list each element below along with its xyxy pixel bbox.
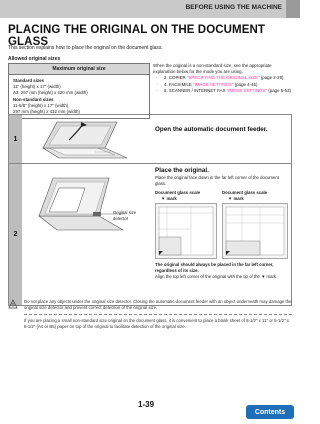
step-1-title: Open the automatic document feeder. xyxy=(155,126,268,133)
place-original-illustration xyxy=(35,176,133,236)
reference-hand-icon: ☞ xyxy=(156,81,160,87)
header-bar xyxy=(0,0,300,18)
scale-label-left: Document glass scale xyxy=(155,190,201,195)
ref-scanner: ☞ 5. SCANNER / INTERNET FAX "IMAGE SETTINGS" (page 5-53) xyxy=(156,87,291,93)
nonstandard-note-text: When the original is a non-standard size, see the appropriate explanation below for the mode you are using. xyxy=(153,63,272,75)
step-1 xyxy=(9,115,291,164)
caution-note-text: Do not place any objects under the original size detector. Closing the automatic document feeder with an object underneath may damage the original size detector and prevent correct detection of the original size. xyxy=(24,299,292,310)
copier-size-link[interactable]: "SPECIFYING THE ORIGINAL SIZE" xyxy=(186,75,260,81)
steps-table xyxy=(8,114,292,306)
triangle-mark-icon: ▼ xyxy=(228,196,233,201)
note-icon xyxy=(8,318,24,330)
header-tab xyxy=(286,0,300,18)
mark-label-right: mark xyxy=(233,196,244,201)
nonstandard-sizes-label: Non-standard sizes xyxy=(13,96,54,102)
reference-hand-icon: ☞ xyxy=(156,75,160,81)
nonstandard-size-1: 11-5/8" (height) x 17" (width) xyxy=(13,102,69,108)
nonstandard-size-2: 297 mm (height) x 432 mm (width) xyxy=(13,109,80,115)
step-number: 1 xyxy=(9,115,22,163)
glass-scale-diagram-right xyxy=(222,203,288,259)
standard-sizes-label: Standard sizes xyxy=(13,78,44,83)
glass-scale-diagram-left xyxy=(155,203,217,259)
page-title: PLACING THE ORIGINAL ON THE DOCUMENT GLASS xyxy=(8,24,266,48)
intro-text: This section explains how to place the original on the document glass. xyxy=(8,45,163,51)
allowed-sizes-label: Allowed original sizes xyxy=(8,56,61,62)
far-left-corner-note: The original should always be placed in the far left corner, regardless of its size. xyxy=(155,262,274,273)
section-title: BEFORE USING THE MACHINE xyxy=(185,4,282,11)
note-caution xyxy=(8,299,292,311)
nonstandard-note xyxy=(153,63,291,94)
triangle-mark-icon: ▼ xyxy=(161,196,166,201)
step-2 xyxy=(9,164,291,305)
triangle-mark-icon: ▼ xyxy=(261,274,266,279)
scanner-image-settings-link[interactable]: "IMAGE SETTINGS" xyxy=(226,87,268,93)
caution-icon xyxy=(8,299,24,311)
original-size-detector-label: Original size detector xyxy=(113,210,137,221)
step-number: 2 xyxy=(9,164,22,305)
ref-copier: ☞ 2. COPIER "SPECIFYING THE ORIGINAL SIZE" (page 2-29) xyxy=(156,75,284,81)
step-2-title: Place the original. xyxy=(155,167,209,174)
page-number: 1-39 xyxy=(138,400,155,409)
size-table-body xyxy=(9,75,149,118)
fax-image-settings-link[interactable]: "IMAGE SETTINGS" xyxy=(193,81,234,87)
align-note: Align the top left corner of the original with the tip of the xyxy=(155,274,260,279)
mark-label-left: mark xyxy=(166,196,177,201)
standard-size-1: 11" (height) x 17" (width) xyxy=(13,84,61,90)
contents-button[interactable]: Contents xyxy=(246,405,294,419)
ref-facsimile: ☞ 4. FACSIMILE "IMAGE SETTINGS" (page 4-45) xyxy=(156,81,258,87)
tip-note-text: If you are placing a small non-standard size original on the document glass, it is convenient to place a blank sheet of 8-1/2" x 11" or 5-1/2" x 8-1/2" (A4 or B5) paper on top of the original to facilitate detection of the original size. xyxy=(24,317,289,329)
align-note-end: mark. xyxy=(266,274,278,279)
note-tip xyxy=(8,318,292,330)
size-table-header: Maximum original size xyxy=(9,64,149,75)
size-table xyxy=(8,63,150,119)
step-2-description: Place the original face down in the far left corner of the document glass. xyxy=(155,175,279,186)
reference-hand-icon: ☞ xyxy=(156,87,160,93)
standard-size-2: A3: 297 mm (height) x 420 mm (width) xyxy=(13,90,88,96)
note-divider xyxy=(24,314,292,315)
scale-label-right: Document glass scale xyxy=(222,190,268,195)
open-feeder-illustration xyxy=(35,118,135,162)
notes-section xyxy=(8,299,292,329)
